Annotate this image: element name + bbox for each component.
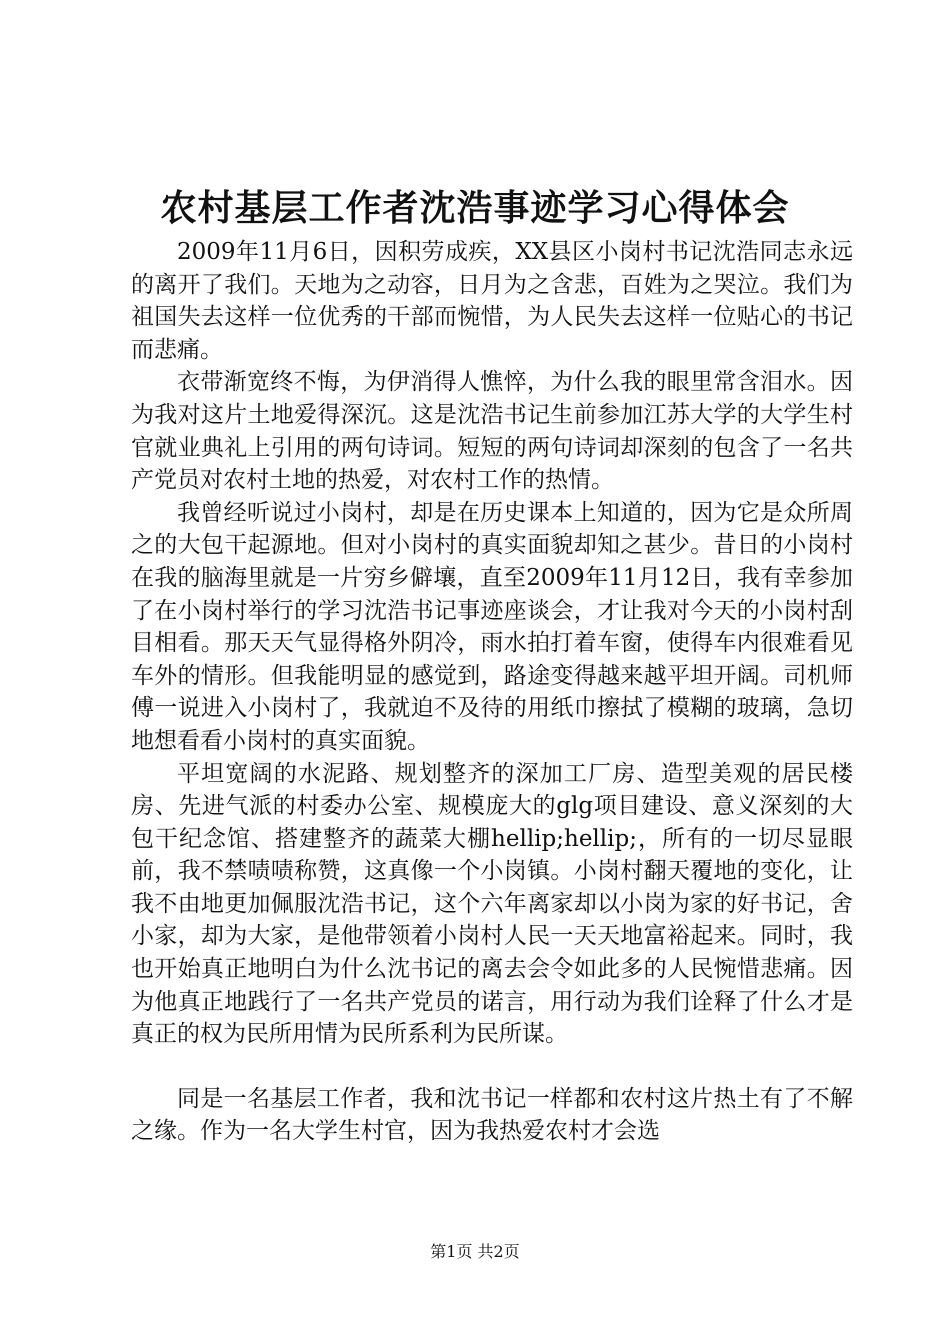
paragraph-4: 平坦宽阔的水泥路、规划整齐的深加工厂房、造型美观的居民楼房、先进气派的村委办公室、规模庞大的glg项目建设、意义深刻的大包干纪念馆、搭建整齐的蔬菜大棚hellip;hellip;，所有的一切尽显眼前，我不禁啧啧称赞，这真像一个小岗镇。小岗村翻天覆地的变化，让我不由地更加佩服沈浩书记，这个六年离家却以小岗为家的好书记，舍小家，却为大家，是他带领着小岗村人民一天天地富裕起来。同时，我也开始真正地明白为什么沈书记的离去会令如此多的人民惋惜悲痛。因为他真正地践行了一名共产党员的诺言，用行动为我们诠释了什么才是真正的权为民所用情为民所系利为民所谋。	[131, 760, 853, 1048]
paragraph-2: 衣带渐宽终不悔，为伊消得人憔悴，为什么我的眼里常含泪水。因为我对这片土地爱得深沉。这是沈浩书记生前参加江苏大学的大学生村官就业典礼上引用的两句诗词。短短的两句诗词却深刻的包含了一名共产党员对农村土地的热爱，对农村工作的热情。	[131, 369, 853, 494]
paragraph-1: 2009年11月6日，因积劳成疾，XX县区小岗村书记沈浩同志永远的离开了我们。天地为之动容，日月为之含悲，百姓为之哭泣。我们为祖国失去这样一位优秀的干部而惋惜，为人民失去这样一位贴心的书记而悲痛。	[131, 239, 853, 363]
paragraph-5: 同是一名基层工作者，我和沈书记一样都和农村这片热土有了不解之缘。作为一名大学生村官，因为我热爱农村才会选	[131, 1085, 853, 1145]
page-footer: 第1页 共2页	[430, 1242, 520, 1261]
paragraph-3: 我曾经听说过小岗村，却是在历史课本上知道的，因为它是众所周之的大包干起源地。但对小岗村的真实面貌却知之甚少。昔日的小岗村在我的脑海里就是一片穷乡僻壤，直至2009年11月12日，我有幸参加了在小岗村举行的学习沈浩书记事迹座谈会，才让我对今天的小岗村刮目相看。那天天气显得格外阴冷，雨水拍打着车窗，使得车内很难看见车外的情形。但我能明显的感觉到，路途变得越来越平坦开阔。司机师傅一说进入小岗村了，我就迫不及待的用纸巾擦拭了模糊的玻璃，急切地想看看小岗村的真实面貌。	[131, 499, 853, 754]
document-title: 农村基层工作者沈浩事迹学习心得体会	[160, 187, 790, 229]
document-body	[131, 236, 853, 1148]
